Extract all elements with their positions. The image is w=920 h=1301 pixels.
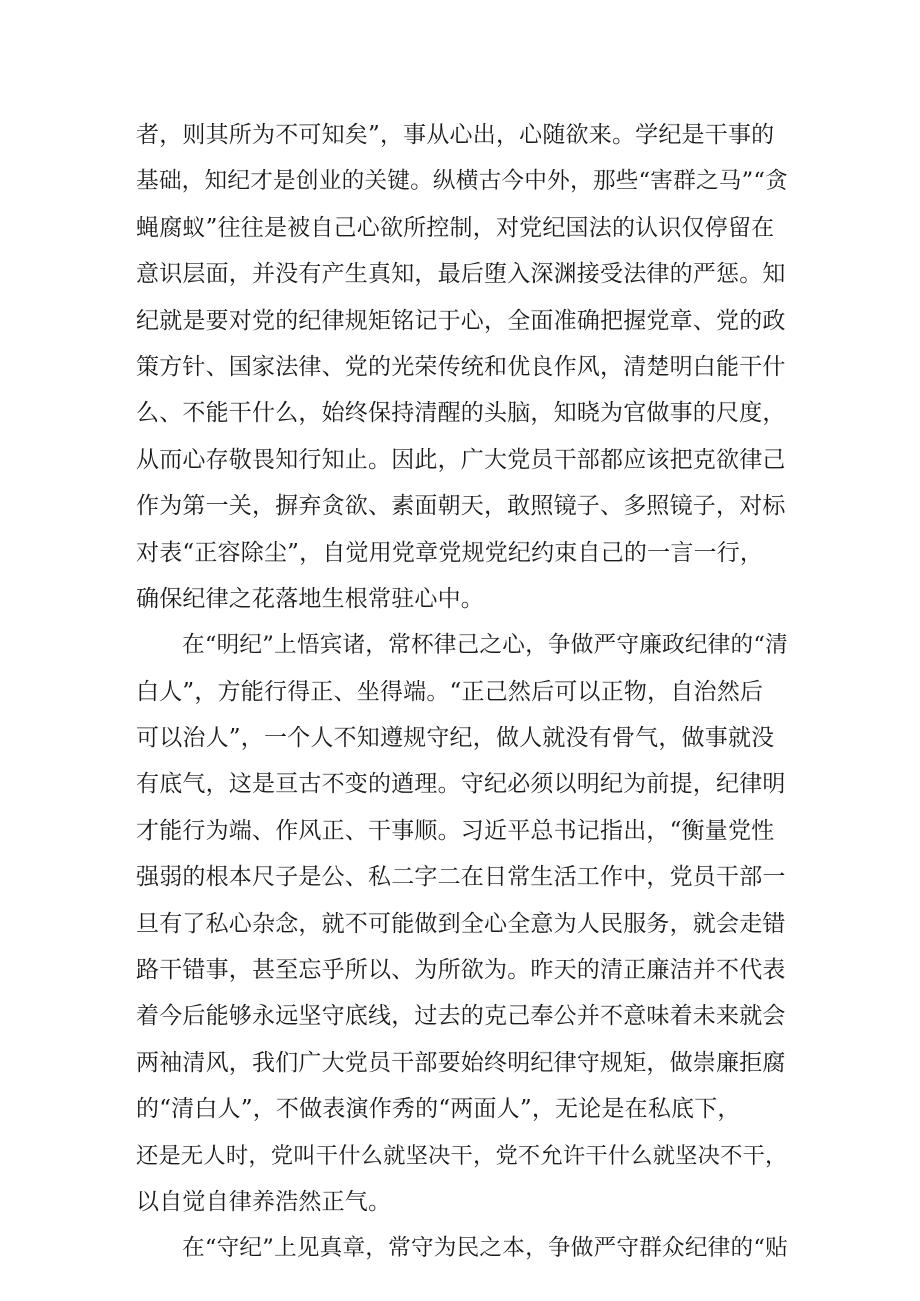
paragraph-3 bbox=[136, 1225, 788, 1271]
text-line: 意识层面，并没有产生真知，最后堕入深渊接受法律的严惩。知 bbox=[136, 261, 786, 288]
text-line: 旦有了私心杂念，就不可能做到全心全意为人民服务，就会走错 bbox=[136, 910, 786, 937]
text-line: 从而心存敬畏知行知止。因此，广大党员干部都应该把克欲律己 bbox=[136, 446, 786, 473]
text-line: 有底气，这是亘古不变的遒理。守纪必须以明纪为前提，纪律明 bbox=[136, 771, 786, 798]
text-line: 强弱的根本尺子是公、私二字二在日常生活工作中，党员干部一 bbox=[136, 864, 786, 891]
text-line: 着今后能够永远坚守底线，过去的克己奉公并不意味着未来就会 bbox=[136, 1003, 786, 1030]
text-line: 以自觉自律养浩然正气。 bbox=[136, 1188, 392, 1215]
text-line: 作为第一关，摒弃贪欲、素面朝天，敢照镜子、多照镜子，对标 bbox=[136, 493, 786, 520]
paragraph-1 bbox=[136, 112, 788, 622]
text-line: 基础，知纪才是创业的关键。纵横古今中外，那些“害群之马”“贪 bbox=[136, 168, 789, 195]
text-line: 还是无人时，党叫干什么就坚决干，党不允许干什么就坚决不干， bbox=[136, 1142, 788, 1169]
text-line: 路干错事，甚至忘乎所以、为所欲为。昨天的清正廉洁并不代表 bbox=[136, 957, 786, 984]
text-line: 么、不能干什么，始终保持清醒的头脑，知晓为官做事的尺度， bbox=[136, 400, 786, 427]
text-line: 才能行为端、作风正、干事顺。习近平总书记指出，“衡量党性 bbox=[136, 817, 775, 844]
text-line: 两袖清风，我们广大党员干部要始终明纪律守规矩，做崇廉拒腐 bbox=[136, 1049, 786, 1076]
text-line: 蝇腐蚁”往往是被自己心欲所控制，对党纪国法的认识仅停留在 bbox=[136, 214, 775, 241]
text-line: 的“清白人”，不做表演作秀的“两面人”，无论是在私底下， bbox=[136, 1096, 741, 1123]
text-line: 可以治人”，一个人不知遵规守纪，做人就没有骨气，做事就没 bbox=[136, 725, 775, 752]
text-line: 白人”，方能行得正、坐得端。“正己然后可以正物，自治然后 bbox=[136, 678, 764, 705]
text-line: 对表“正容除尘”，自觉用党章党规党纪约束自己的一言一行， bbox=[136, 539, 764, 566]
text-line-indented: 在“明纪”上悟宾诸，常杯律己之心，争做严守廉政纪律的“清 bbox=[182, 632, 788, 659]
paragraph-2 bbox=[136, 622, 788, 1225]
text-line: 纪就是要对党的纪律规矩铭记于心，全面准确把握党章、党的政 bbox=[136, 307, 786, 334]
text-line: 者，则其所为不可知矣”，事从心出，心随欲来。学纪是干事的 bbox=[136, 122, 775, 148]
text-line: 确保纪律之花落地生根常驻心中。 bbox=[136, 585, 484, 612]
text-line: 策方针、国家法律、党的光荣传统和优良作风，清楚明白能干什 bbox=[136, 353, 786, 380]
document-body bbox=[136, 112, 788, 1272]
text-line-indented: 在“守纪”上见真章，常守为民之本，争做严守群众纪律的“贴 bbox=[182, 1235, 788, 1262]
